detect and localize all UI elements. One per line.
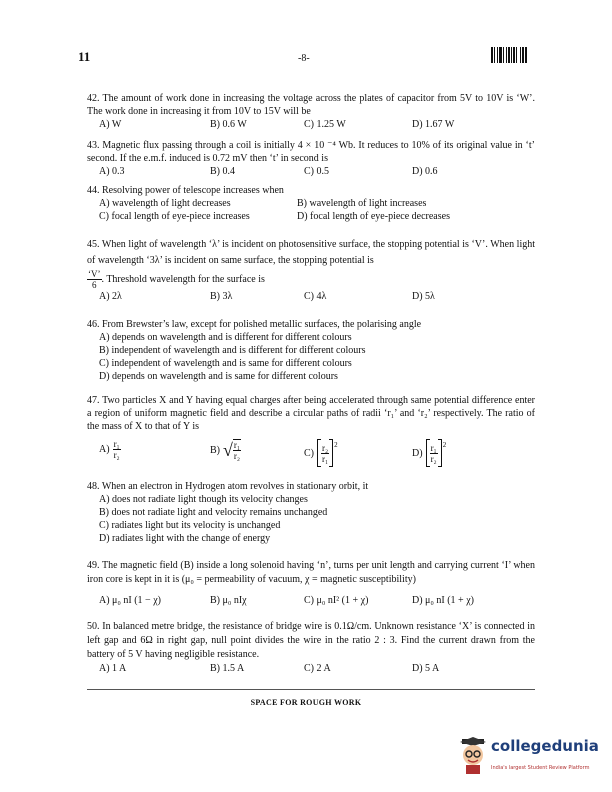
question-text: Two particles X and Y having equal charges after being accelerated through same potential difference enter a region of uniform magnetic field and describe a circular paths of radii ‘r₁’ and ‘r₂’ respectively. The ratio of the mass of X to that of Y is	[87, 395, 535, 432]
question-number: 45.	[87, 239, 100, 250]
options	[87, 118, 535, 131]
collegedunia-logo	[457, 736, 607, 780]
question-42	[87, 92, 535, 131]
option-a[interactable]: A) does not radiate light though its velocity changes	[99, 494, 308, 505]
options	[87, 439, 535, 471]
option-d[interactable]: D) $\frac{\text{r₁}}{\text{r₂}}$ 2	[412, 439, 446, 467]
option-c[interactable]: C) μ₀ nI² (1 + χ)	[304, 595, 369, 606]
question-45	[87, 237, 535, 303]
header-code: 11	[78, 49, 91, 64]
option-d[interactable]: D) 0.6	[412, 166, 438, 177]
question-43	[87, 139, 535, 178]
option-c[interactable]: C) 2 A	[304, 663, 331, 674]
option-c[interactable]: C) $\frac{\text{r₂}}{\text{r₁}}$ 2	[304, 439, 338, 467]
option-c[interactable]: C) 1.25 W	[304, 119, 346, 130]
question-text: The amount of work done in increasing the voltage across the plates of capacitor from 5V to 10V is ‘W’. The work done in increasing it from 10V to 15V will be	[87, 93, 535, 117]
question-50	[87, 620, 535, 675]
rough-work-label: SPACE FOR ROUGH WORK	[250, 698, 362, 707]
option-a[interactable]: A) $\frac{\text{r₁}}{\text{r₂}}$	[99, 439, 120, 460]
options	[87, 493, 535, 545]
option-c[interactable]: C) focal length of eye-piece increases	[99, 211, 250, 222]
logo-name: collegedunia	[491, 737, 599, 755]
options-row-1	[87, 197, 535, 210]
options	[87, 331, 535, 383]
option-a[interactable]: A) 0.3	[99, 166, 125, 177]
option-b[interactable]: B) 0.6 W	[210, 119, 247, 130]
question-text: The magnetic field (B) inside a long solenoid having ‘n’, turns per unit length and carrying current ‘I’ when iron core is kept in it is (μ₀ = permeability of vacuum, χ = magnetic susceptibility)	[87, 560, 535, 585]
option-b[interactable]: B) does not radiate light and velocity remains unchanged	[99, 507, 328, 518]
option-b[interactable]: B) 3λ	[210, 291, 233, 302]
option-b[interactable]: B) 1.5 A	[210, 663, 245, 674]
question-text-continued: . Threshold wavelength for the surface is	[101, 274, 265, 285]
option-a[interactable]: A) 1 A	[99, 663, 127, 674]
options	[87, 594, 535, 607]
question-number: 43.	[87, 140, 100, 151]
option-c[interactable]: C) 0.5	[304, 166, 329, 177]
question-number: 48.	[87, 481, 100, 492]
page-number: -8-	[298, 53, 310, 64]
v-over-6-fraction: $\frac{‘V’}{6}$	[88, 269, 101, 290]
option-d[interactable]: D) 5λ	[412, 291, 435, 302]
options	[87, 165, 535, 178]
question-47	[87, 394, 535, 471]
question-44	[87, 184, 535, 223]
question-number: 50.	[87, 621, 100, 632]
logo-tagline: India's largest Student Review Platform	[491, 765, 590, 771]
question-number: 47.	[87, 395, 100, 406]
question-text: When an electron in Hydrogen atom revolves in stationary orbit, it	[101, 481, 369, 492]
divider	[87, 689, 535, 690]
mascot-icon	[457, 736, 489, 776]
barcode	[491, 47, 533, 63]
option-b[interactable]: B) √ $\frac{\text{r₁}}{\text{r₂}}$	[210, 440, 241, 461]
question-text: From Brewster’s law, except for polished metallic surfaces, the polarising angle	[102, 319, 422, 330]
option-a[interactable]: A) W	[99, 119, 122, 130]
option-a[interactable]: A) 2λ	[99, 291, 122, 302]
option-d[interactable]: D) focal length of eye-piece decreases	[297, 211, 450, 222]
option-b[interactable]: B) wavelength of light increases	[297, 198, 427, 209]
option-d[interactable]: D) 5 A	[412, 663, 440, 674]
option-c[interactable]: C) 4λ	[304, 291, 327, 302]
option-b[interactable]: B) 0.4	[210, 166, 235, 177]
option-d[interactable]: D) depends on wavelength and is same for different colours	[99, 371, 338, 382]
question-number: 42.	[87, 93, 100, 104]
option-d[interactable]: D) μ₀ nI (1 + χ)	[412, 595, 474, 606]
question-number: 44.	[87, 185, 100, 196]
question-number: 46.	[87, 319, 100, 330]
options	[87, 662, 535, 675]
option-a[interactable]: A) μ₀ nI (1 − χ)	[99, 595, 161, 606]
option-a[interactable]: A) depends on wavelength and is different for different colours	[99, 332, 352, 343]
option-a[interactable]: A) wavelength of light decreases	[99, 198, 231, 209]
option-b[interactable]: B) μ₀ nIχ	[210, 595, 247, 606]
option-c[interactable]: C) radiates light but its velocity is unchanged	[99, 520, 281, 531]
question-number: 49.	[87, 560, 100, 571]
question-text: Resolving power of telescope increases when	[102, 185, 284, 196]
question-text: When light of wavelength ‘λ’ is incident on photosensitive surface, the stopping potential is ‘V’. When light of wavelength ‘3λ’ is incident on same surface, the stopping potential is	[87, 239, 535, 266]
option-c[interactable]: C) independent of wavelength and is same for different colours	[99, 358, 352, 369]
option-b[interactable]: B) independent of wavelength and is different for different colours	[99, 345, 366, 356]
options-row-2	[87, 210, 535, 223]
question-46	[87, 318, 535, 383]
question-48	[87, 480, 535, 545]
options	[87, 290, 535, 303]
option-d[interactable]: D) radiates light with the change of energy	[99, 533, 271, 544]
question-text: In balanced metre bridge, the resistance of bridge wire is 0.1Ω/cm. Unknown resistance ‘X’ is connected in left gap and 6Ω in right gap, null point divides the wire in the ratio 2 : 3. Find the current drawn from the battery of 5 V having negligible resistance.	[87, 621, 535, 660]
fraction-line	[87, 269, 535, 290]
question-49	[87, 559, 535, 607]
option-d[interactable]: D) 1.67 W	[412, 119, 455, 130]
question-text: Magnetic flux passing through a coil is initially 4 × 10 ⁻⁴ Wb. It reduces to 10% of its original value in ‘t’ second. If the e.m.f. induced is 0.72 mV then ‘t’ in second is	[87, 140, 535, 164]
